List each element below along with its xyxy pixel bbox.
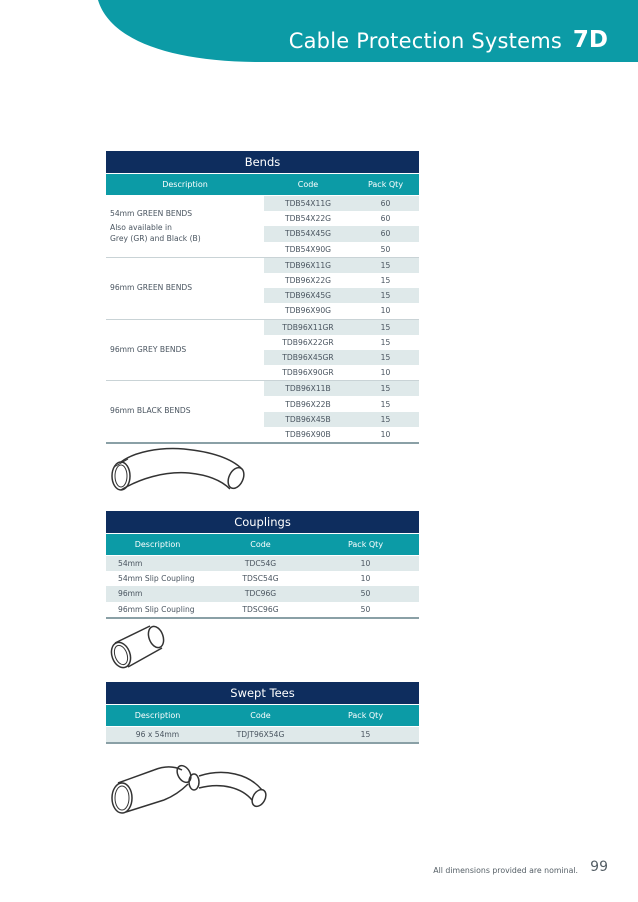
cell-description: 96mm — [118, 589, 143, 599]
table-row — [264, 350, 419, 365]
cell-description: 96mm Slip Coupling — [118, 604, 195, 614]
cell-code: TDB96X45B — [285, 414, 331, 424]
couplings-header-row — [106, 534, 419, 555]
coupling-illustration — [106, 622, 168, 670]
cell-code: TDB54X22G — [284, 214, 332, 224]
cell-code: TDB96X11G — [284, 260, 332, 270]
cell-qty: 15 — [380, 291, 391, 301]
cell-qty: 15 — [380, 260, 391, 270]
cell-code: TDB96X90G — [284, 306, 332, 316]
cell-qty: 15 — [380, 399, 391, 409]
cell-qty: 60 — [380, 229, 391, 239]
table-row — [264, 242, 419, 257]
page-number: 99 — [590, 859, 608, 875]
bends-title: Bends — [106, 151, 419, 173]
column-header-description: Description — [162, 180, 208, 189]
bends-group-96mm-green — [106, 258, 419, 320]
group-description — [106, 196, 264, 257]
cell-code: TDB96X11B — [285, 384, 331, 394]
table-row — [264, 196, 419, 211]
cell-qty: 15 — [380, 414, 391, 424]
group-description-line: 54mm GREEN BENDS — [110, 208, 193, 218]
cell-description: 54mm Slip Coupling — [118, 574, 195, 584]
column-header-description: Description — [134, 711, 181, 720]
cell-code: TDSC54G — [242, 574, 279, 584]
table-row — [106, 586, 419, 601]
cell-qty: 60 — [380, 214, 391, 224]
cell-code: TDSC96G — [242, 604, 279, 614]
cell-qty: 15 — [380, 322, 391, 332]
bends-header-row — [106, 174, 419, 195]
group-description-line: Grey (GR) and Black (B) — [110, 233, 201, 243]
table-row — [106, 556, 419, 571]
cell-qty: 15 — [380, 352, 391, 362]
column-header-code: Code — [297, 180, 319, 189]
table-row — [264, 365, 419, 380]
swept-tee-illustration — [104, 760, 274, 820]
group-description-line: Also available in — [110, 223, 172, 233]
cell-qty: 10 — [360, 559, 371, 569]
table-row — [264, 381, 419, 396]
cell-qty: 15 — [360, 730, 371, 740]
group-rows — [264, 258, 419, 319]
table-row — [264, 427, 419, 442]
cell-qty: 10 — [380, 429, 391, 439]
cell-code: TDB96X45G — [284, 291, 332, 301]
column-header-pack-qty: Pack Qty — [367, 180, 404, 189]
cell-qty: 10 — [380, 306, 391, 316]
cell-qty: 10 — [360, 574, 371, 584]
bends-group-96mm-black — [106, 381, 419, 444]
cell-code: TDB96X45GR — [282, 352, 334, 362]
table-row — [264, 396, 419, 411]
table-row — [264, 303, 419, 318]
header-title: Cable Protection Systems — [288, 29, 562, 53]
cell-code: TDB96X90GR — [282, 368, 334, 378]
table-row — [264, 320, 419, 335]
column-header-code: Code — [250, 540, 271, 549]
swept-tees-title: Swept Tees — [106, 682, 419, 704]
cell-qty: 60 — [380, 199, 391, 209]
footer-note: All dimensions provided are nominal. — [433, 866, 578, 875]
column-header-pack-qty: Pack Qty — [347, 540, 384, 549]
table-row — [106, 602, 419, 617]
header-band — [0, 0, 638, 62]
cell-code: TDB96X22GR — [282, 337, 334, 347]
bend-pipe-illustration — [104, 447, 249, 495]
cell-qty: 50 — [360, 604, 371, 614]
couplings-table — [106, 511, 419, 619]
cell-code: TDC54G — [244, 559, 277, 569]
bends-group-96mm-grey — [106, 320, 419, 382]
cell-qty: 10 — [380, 368, 391, 378]
column-header-pack-qty: Pack Qty — [347, 711, 384, 720]
table-row — [264, 258, 419, 273]
cell-qty: 50 — [360, 589, 371, 599]
cell-code: TDB96X22G — [284, 276, 332, 286]
cell-code: TDB96X90B — [285, 429, 331, 439]
cell-code: TDB96X22B — [285, 399, 331, 409]
cell-code: TDB54X11G — [284, 199, 332, 209]
cell-qty: 15 — [380, 337, 391, 347]
group-rows — [264, 320, 419, 381]
group-description: 96mm BLACK BENDS — [110, 406, 191, 416]
table-row — [264, 288, 419, 303]
bends-table — [106, 151, 419, 444]
table-row — [264, 412, 419, 427]
table-row — [106, 571, 419, 586]
cell-qty: 15 — [380, 384, 391, 394]
group-description: 96mm GREY BENDS — [110, 344, 187, 354]
cell-qty: 50 — [380, 244, 391, 254]
cell-qty: 15 — [380, 276, 391, 286]
cell-code: TDB96X11GR — [282, 322, 334, 332]
table-row — [264, 335, 419, 350]
couplings-title: Couplings — [106, 511, 419, 533]
cell-description: 96 x 54mm — [135, 730, 180, 740]
table-row — [264, 211, 419, 226]
swept-tees-header-row — [106, 705, 419, 726]
table-row — [106, 727, 419, 742]
cell-code: TDB54X90G — [284, 244, 332, 254]
section-number: 7D — [572, 27, 608, 53]
column-header-description: Description — [134, 540, 181, 549]
group-rows — [264, 381, 419, 442]
table-row — [264, 273, 419, 288]
bends-group-54mm-green — [106, 196, 419, 258]
table-row — [264, 226, 419, 241]
swept-tees-table — [106, 682, 419, 744]
cell-code: TDC96G — [244, 589, 277, 599]
cell-description: 54mm — [118, 559, 143, 569]
column-header-code: Code — [250, 711, 271, 720]
cell-code: TDB54X45G — [284, 229, 332, 239]
group-rows — [264, 196, 419, 257]
group-description: 96mm GREEN BENDS — [110, 282, 193, 292]
cell-code: TDJT96X54G — [236, 730, 285, 740]
